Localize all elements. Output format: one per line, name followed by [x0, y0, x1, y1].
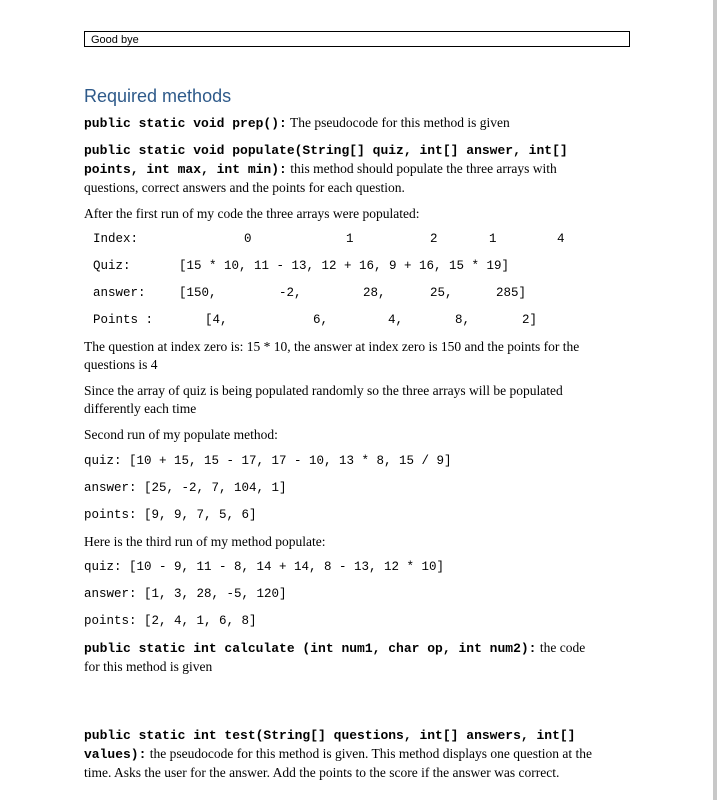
test-description-line1: the pseudocode for this method is given. This method displays one question at the	[149, 746, 592, 761]
points-label: Points :	[93, 313, 154, 327]
third-run-answer: answer: [1, 3, 28, -5, 120]	[84, 587, 287, 601]
populate-description-line2: questions, correct answers and the points for each question.	[84, 180, 405, 195]
second-run-quiz: quiz: [10 + 15, 15 - 17, 17 - 10, 13 * 8, 15 / 9]	[84, 454, 452, 468]
index-value-0: 0	[244, 232, 252, 246]
quiz-array: [15 * 10, 11 - 13, 12 + 16, 9 + 16, 15 * 19]	[179, 259, 510, 273]
answer-label: answer:	[93, 286, 146, 300]
third-run-points: points: [2, 4, 1, 6, 8]	[84, 614, 257, 628]
question-zero-line1: The question at index zero is: 15 * 10, the answer at index zero is 150 and the points for the	[84, 339, 580, 354]
output-box	[84, 31, 630, 47]
answer-value-2: 28,	[363, 286, 386, 300]
prep-signature: public static void prep():	[84, 116, 287, 131]
index-value-3: 1	[489, 232, 497, 246]
random-note-line1: Since the array of quiz is being populated randomly so the three arrays will be populated	[84, 383, 563, 398]
index-value-1: 1	[346, 232, 354, 246]
section-heading: Required methods	[84, 86, 232, 106]
second-run-points: points: [9, 9, 7, 5, 6]	[84, 508, 257, 522]
calculate-description-line1: the code	[539, 640, 586, 655]
points-value-1: 6,	[313, 313, 329, 327]
test-signature-line1: public static int test(String[] questions, int[] answers, int[]	[84, 728, 576, 743]
answer-value-3: 25,	[430, 286, 453, 300]
prep-description: The pseudocode for this method is given	[289, 115, 510, 130]
index-value-2: 2	[430, 232, 438, 246]
points-value-3: 8,	[455, 313, 471, 327]
random-note-paragraph	[84, 382, 632, 418]
quiz-label: Quiz:	[93, 259, 131, 273]
after-first-run: After the first run of my code the three arrays were populated:	[84, 206, 420, 221]
third-run-label: Here is the third run of my method populate:	[84, 534, 326, 549]
populate-description-line1: this method should populate the three arrays with	[290, 161, 557, 176]
index-value-4: 4	[557, 232, 565, 246]
answer-value-1: -2,	[279, 286, 302, 300]
populate-signature-line1: public static void populate(String[] quiz, int[] answer, int[]	[84, 143, 568, 158]
populate-paragraph	[84, 142, 632, 197]
scrollbar-edge[interactable]	[713, 0, 717, 800]
calculate-signature: public static int calculate (int num1, char op, int num2):	[84, 641, 537, 656]
populate-signature-line2: points, int max, int min):	[84, 162, 287, 177]
test-paragraph	[84, 727, 632, 782]
test-signature-line2: values):	[84, 747, 147, 762]
points-value-0: [4,	[205, 313, 228, 327]
points-value-2: 4,	[388, 313, 404, 327]
calculate-description-line2: for this method is given	[84, 659, 213, 674]
output-text: Good bye	[91, 34, 139, 46]
index-label: Index:	[93, 232, 139, 246]
points-value-4: 2]	[522, 313, 538, 327]
question-zero-paragraph	[84, 338, 632, 374]
question-zero-line2: questions is 4	[84, 357, 158, 372]
answer-value-4: 285]	[496, 286, 527, 300]
calculate-paragraph	[84, 639, 632, 676]
second-run-answer: answer: [25, -2, 7, 104, 1]	[84, 481, 287, 495]
random-note-line2: differently each time	[84, 401, 197, 416]
second-run-label: Second run of my populate method:	[84, 427, 278, 442]
prep-paragraph	[84, 114, 632, 133]
test-description-line2: time. Asks the user for the answer. Add the points to the score if the answer was correct.	[84, 765, 560, 780]
third-run-quiz: quiz: [10 - 9, 11 - 8, 14 + 14, 8 - 13, 12 * 10]	[84, 560, 445, 574]
answer-value-0: [150,	[179, 286, 217, 300]
